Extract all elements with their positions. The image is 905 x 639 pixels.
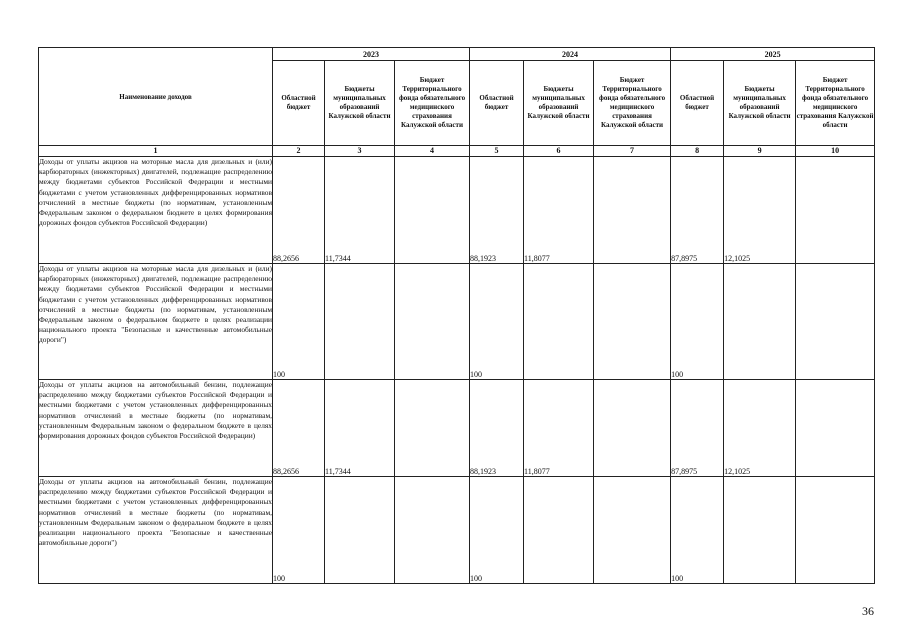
revenue-distribution-table [38,47,875,584]
header-medical-fund-2024: Бюджет Территориального фонда обязательного медицинского страхования Калужской области [594,61,671,146]
header-municipal-budgets-2024: Бюджеты муниципальных образований Калужской области [524,61,594,146]
value-cell [796,477,875,584]
header-year-2025: 2025 [671,48,875,61]
table-row [39,380,875,477]
value-cell [395,477,470,584]
column-number: 9 [724,146,796,157]
income-name-cell: Доходы от уплаты акцизов на моторные масла для дизельных и (или) карбюраторных (инжекторных) двигателей, подлежащие распределению между бюджетами субъектов Российской Федерации и местными бюджетами с учетом установленных дифференцированных нормативов отчислений в местные бюджеты (по нормативам, установленным Федеральным законом о федеральном бюджете в целях реализации национального проекта "Безопасные и качественные автомобильные дороги") [39,264,273,380]
value-cell: 12,1025 [724,380,796,477]
value-cell [594,380,671,477]
header-municipal-budgets-2025: Бюджеты муниципальных образований Калужской области [724,61,796,146]
income-name-cell: Доходы от уплаты акцизов на моторные масла для дизельных и (или) карбюраторных (инжекторных) двигателей, подлежащие распределению между бюджетами субъектов Российской Федерации и местными бюджетами с учетом установленных дифференцированных нормативов отчислений в местные бюджеты (по нормативам, установленным Федеральным законом о федеральном бюджете в целях формирования дорожных фондов субъектов Российской Федерации) [39,157,273,264]
column-number: 2 [273,146,325,157]
value-cell: 100 [671,477,724,584]
value-cell: 11,7344 [325,157,395,264]
value-cell [724,264,796,380]
column-number: 3 [325,146,395,157]
value-cell [395,157,470,264]
value-cell [724,477,796,584]
value-cell: 11,8077 [524,380,594,477]
table-row [39,157,875,264]
value-cell [325,477,395,584]
value-cell: 11,7344 [325,380,395,477]
column-number: 1 [39,146,273,157]
column-number-row [39,146,875,157]
header-year-2024: 2024 [470,48,671,61]
value-cell [594,477,671,584]
header-year-2023: 2023 [273,48,470,61]
value-cell: 88,2656 [273,157,325,264]
value-cell [524,264,594,380]
value-cell: 100 [273,477,325,584]
value-cell [395,264,470,380]
column-number: 5 [470,146,524,157]
value-cell [796,157,875,264]
value-cell [524,477,594,584]
value-cell: 12,1025 [724,157,796,264]
header-regional-budget-2023: Областной бюджет [273,61,325,146]
income-name-cell: Доходы от уплаты акцизов на автомобильный бензин, подлежащие распределению между бюджетами субъектов Российской Федерации и местными бюджетами с учетом установленных дифференцированных нормативов отчислений в местные бюджеты (по нормативам, установленным Федеральным законом о федеральном бюджете в целях реализации национального проекта "Безопасные и качественные автомобильные дороги") [39,477,273,584]
value-cell [594,157,671,264]
header-regional-budget-2024: Областной бюджет [470,61,524,146]
header-medical-fund-2025: Бюджет Территориального фонда обязательного медицинского страхования Калужской области [796,61,875,146]
value-cell: 87,8975 [671,380,724,477]
value-cell: 100 [273,264,325,380]
value-cell: 11,8077 [524,157,594,264]
value-cell [796,380,875,477]
header-regional-budget-2025: Областной бюджет [671,61,724,146]
column-number: 7 [594,146,671,157]
column-number: 6 [524,146,594,157]
value-cell: 88,2656 [273,380,325,477]
column-number: 4 [395,146,470,157]
value-cell: 100 [470,477,524,584]
value-cell: 88,1923 [470,380,524,477]
value-cell [796,264,875,380]
table-row [39,264,875,380]
value-cell: 87,8975 [671,157,724,264]
income-name-cell: Доходы от уплаты акцизов на автомобильный бензин, подлежащие распределению между бюджетами субъектов Российской Федерации и местными бюджетами с учетом установленных дифференцированных нормативов отчислений в местные бюджеты (по нормативам, установленным Федеральным законом о федеральном бюджете в целях формирования дорожных фондов субъектов Российской Федерации) [39,380,273,477]
column-number: 10 [796,146,875,157]
header-income-name: Наименование доходов [39,48,273,146]
value-cell: 88,1923 [470,157,524,264]
value-cell [594,264,671,380]
header-medical-fund-2023: Бюджет Территориального фонда обязательного медицинского страхования Калужской области [395,61,470,146]
table-row [39,477,875,584]
value-cell: 100 [671,264,724,380]
value-cell [325,264,395,380]
column-number: 8 [671,146,724,157]
header-municipal-budgets-2023: Бюджеты муниципальных образований Калужской области [325,61,395,146]
page-number: 36 [862,604,874,618]
value-cell: 100 [470,264,524,380]
value-cell [395,380,470,477]
